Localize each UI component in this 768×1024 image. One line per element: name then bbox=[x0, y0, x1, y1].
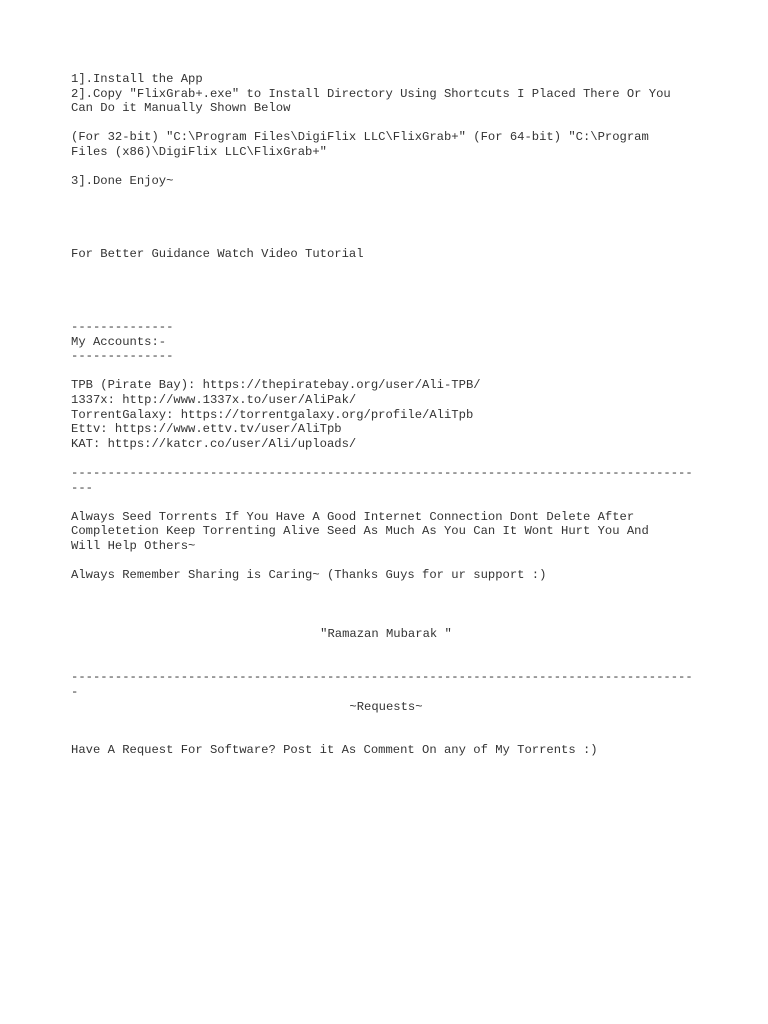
install-paths-line-2: Files (x86)\DigiFlix LLC\FlixGrab+" bbox=[71, 144, 327, 159]
step-2-line-1: 2].Copy "FlixGrab+.exe" to Install Directory Using Shortcuts I Placed There Or You bbox=[71, 86, 671, 101]
accounts-rule-bottom: -------------- bbox=[71, 349, 174, 364]
spacer bbox=[71, 306, 701, 321]
greeting-text: "Ramazan Mubarak " bbox=[320, 626, 452, 641]
seed-line-2: Completetion Keep Torrenting Alive Seed As Much As You Can It Wont Hurt You And bbox=[71, 524, 649, 539]
account-item-ettv[interactable]: Ettv: https://www.ettv.tv/user/AliTpb bbox=[71, 422, 342, 437]
account-item-tpb[interactable]: TPB (Pirate Bay): https://thepiratebay.org/user/Ali-TPB/ bbox=[71, 378, 481, 393]
spacer bbox=[71, 612, 701, 627]
spacer bbox=[71, 203, 701, 218]
spacer bbox=[71, 276, 701, 291]
spacer bbox=[71, 364, 701, 379]
spacer bbox=[71, 233, 701, 248]
seed-line-1: Always Seed Torrents If You Have A Good Internet Connection Dont Delete After bbox=[71, 509, 635, 524]
guidance-text: For Better Guidance Watch Video Tutorial bbox=[71, 247, 364, 262]
step-3: 3].Done Enjoy~ bbox=[71, 174, 174, 189]
divider-2-line-1: ------------------------------------------------------------------------------------- bbox=[71, 670, 693, 685]
document-page bbox=[71, 72, 701, 758]
install-paths-line-1: (For 32-bit) "C:\Program Files\DigiFlix LLC\FlixGrab+" (For 64-bit) "C:\Program bbox=[71, 130, 649, 145]
spacer bbox=[71, 291, 701, 306]
spacer bbox=[71, 583, 701, 598]
divider-2-line-2: - bbox=[71, 684, 79, 699]
spacer bbox=[71, 262, 701, 277]
spacer bbox=[71, 495, 701, 510]
spacer bbox=[71, 729, 701, 744]
account-item-torrentgalaxy[interactable]: TorrentGalaxy: https://torrentgalaxy.org/profile/AliTpb bbox=[71, 407, 474, 422]
accounts-rule-top: -------------- bbox=[71, 320, 174, 335]
spacer bbox=[71, 597, 701, 612]
requests-heading: ~Requests~ bbox=[349, 699, 423, 714]
divider-1-line-1: ------------------------------------------------------------------------------------- bbox=[71, 466, 693, 481]
step-2-line-2: Can Do it Manually Shown Below bbox=[71, 101, 291, 116]
spacer bbox=[71, 451, 701, 466]
spacer bbox=[71, 641, 701, 656]
requests-text: Have A Request For Software? Post it As Comment On any of My Torrents :) bbox=[71, 743, 598, 758]
step-1: 1].Install the App bbox=[71, 72, 203, 86]
spacer bbox=[71, 189, 701, 204]
spacer bbox=[71, 554, 701, 569]
account-item-kat[interactable]: KAT: https://katcr.co/user/Ali/uploads/ bbox=[71, 436, 357, 451]
sharing-text: Always Remember Sharing is Caring~ (Thanks Guys for ur support :) bbox=[71, 568, 547, 583]
spacer bbox=[71, 160, 701, 175]
accounts-heading: My Accounts:- bbox=[71, 334, 167, 349]
account-item-1337x[interactable]: 1337x: http://www.1337x.to/user/AliPak/ bbox=[71, 393, 357, 408]
seed-line-3: Will Help Others~ bbox=[71, 539, 196, 553]
divider-1-line-2: --- bbox=[71, 480, 93, 495]
spacer bbox=[71, 714, 701, 729]
spacer bbox=[71, 656, 701, 671]
spacer bbox=[71, 116, 701, 131]
spacer bbox=[71, 218, 701, 233]
